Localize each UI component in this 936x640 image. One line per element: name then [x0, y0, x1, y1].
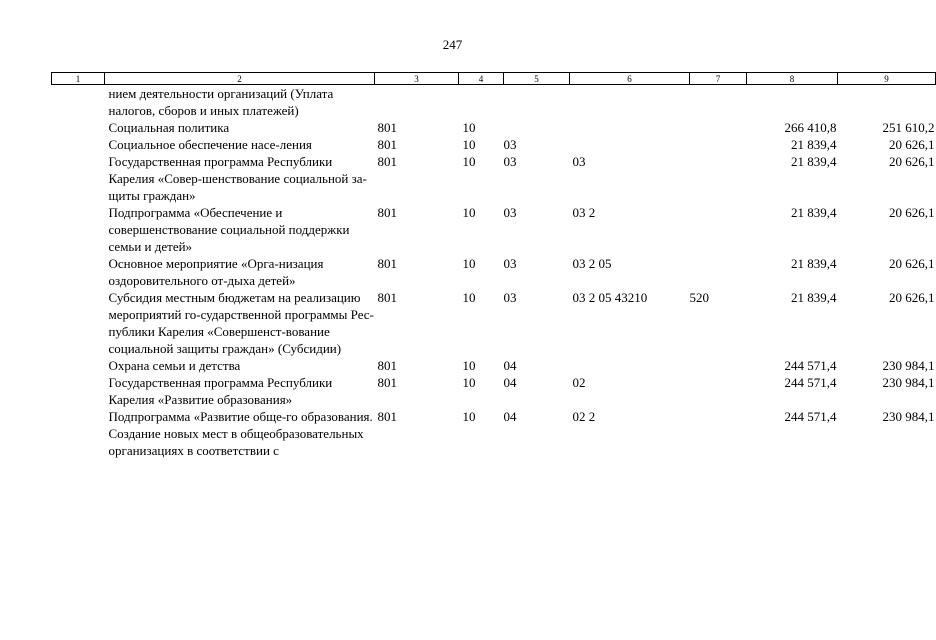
row-target-item: 02 2 [572, 409, 596, 424]
row-name: нием деятельности организаций (Уплата налогов, сборов и иных платежей) [108, 86, 334, 118]
row-section: 10 [462, 256, 476, 271]
row-expense-type [690, 357, 747, 374]
row-amount-year-1: 266 410,8 [784, 120, 837, 135]
row-amount-year-2: 20 626,1 [889, 137, 935, 152]
row-expense-type: 520 [689, 290, 709, 305]
row-name: Охрана семьи и детства [108, 358, 241, 373]
row-subsection: 03 [503, 290, 517, 305]
row-ministry-code: 801 [377, 256, 397, 271]
row-target-item: 03 2 05 [572, 256, 612, 271]
row-subsection: 03 [503, 154, 517, 169]
row-number-cell [52, 357, 105, 374]
row-name: Государственная программа Республики Карелия «Совер-шенствование социальной за-щиты граждан» [108, 154, 367, 203]
row-ministry-code: 801 [377, 205, 397, 220]
row-amount-year-1: 21 839,4 [791, 256, 837, 271]
row-amount-year-1 [747, 85, 838, 120]
row-target-item [570, 136, 690, 153]
row-amount-year-1: 21 839,4 [791, 154, 837, 169]
table-row [52, 255, 936, 289]
row-target-item [570, 357, 690, 374]
row-expense-type [690, 85, 747, 120]
table-row [52, 136, 936, 153]
row-amount-year-1: 244 571,4 [784, 358, 837, 373]
row-amount-year-1: 244 571,4 [784, 375, 837, 390]
row-expense-type [690, 153, 747, 204]
row-section: 10 [462, 375, 476, 390]
row-subsection: 04 [503, 409, 517, 424]
row-ministry-code: 801 [377, 375, 397, 390]
table-row [52, 153, 936, 204]
table-row [52, 204, 936, 255]
row-target-item: 03 2 05 43210 [572, 290, 648, 305]
row-amount-year-2 [838, 85, 936, 120]
row-ministry-code: 801 [377, 358, 397, 373]
row-ministry-code: 801 [377, 154, 397, 169]
column-header: 2 [105, 73, 375, 85]
column-header-row [52, 73, 936, 85]
row-target-item [570, 85, 690, 120]
row-ministry-code: 801 [377, 409, 397, 424]
row-expense-type [690, 136, 747, 153]
row-subsection: 03 [503, 137, 517, 152]
column-header: 7 [690, 73, 747, 85]
column-header: 3 [375, 73, 459, 85]
table-row [52, 357, 936, 374]
row-section: 10 [462, 205, 476, 220]
row-target-item [570, 119, 690, 136]
row-amount-year-2: 20 626,1 [889, 290, 935, 305]
row-section: 10 [462, 290, 476, 305]
row-subsection: 03 [503, 256, 517, 271]
row-target-item: 02 [572, 375, 586, 390]
row-number-cell [52, 85, 105, 120]
row-name: Подпрограмма «Развитие обще-го образования. Создание новых мест в общеобразовательных организациях в соответствии с [108, 409, 373, 458]
row-number-cell [52, 374, 105, 408]
row-expense-type [690, 255, 747, 289]
row-number-cell [52, 204, 105, 255]
row-ministry-code: 801 [377, 137, 397, 152]
row-amount-year-2: 230 984,1 [882, 409, 935, 424]
table-row [52, 85, 936, 120]
column-header: 9 [838, 73, 936, 85]
row-number-cell [52, 408, 105, 459]
row-number-cell [52, 153, 105, 204]
row-section: 10 [462, 154, 476, 169]
column-header: 5 [504, 73, 570, 85]
row-expense-type [690, 204, 747, 255]
column-header: 1 [52, 73, 105, 85]
row-section: 10 [462, 120, 476, 135]
column-header: 4 [459, 73, 504, 85]
row-subsection [504, 85, 570, 120]
row-expense-type [690, 408, 747, 459]
row-number-cell [52, 136, 105, 153]
row-amount-year-2: 230 984,1 [882, 375, 935, 390]
row-amount-year-2: 230 984,1 [882, 358, 935, 373]
table-row [52, 119, 936, 136]
row-target-item: 03 2 [572, 205, 596, 220]
row-expense-type [690, 119, 747, 136]
row-amount-year-1: 21 839,4 [791, 290, 837, 305]
column-header: 6 [570, 73, 690, 85]
row-number-cell [52, 289, 105, 357]
row-number-cell [52, 119, 105, 136]
row-number-cell [52, 255, 105, 289]
budget-table [51, 72, 936, 459]
row-expense-type [690, 374, 747, 408]
row-amount-year-1: 21 839,4 [791, 137, 837, 152]
row-section [459, 85, 504, 120]
row-target-item: 03 [572, 154, 586, 169]
column-header: 8 [747, 73, 838, 85]
row-amount-year-1: 244 571,4 [784, 409, 837, 424]
row-subsection: 04 [503, 375, 517, 390]
row-subsection: 04 [503, 358, 517, 373]
row-name: Социальная политика [108, 120, 230, 135]
row-section: 10 [462, 409, 476, 424]
table-row [52, 374, 936, 408]
row-ministry-code [375, 85, 459, 120]
table-body [52, 85, 936, 460]
row-subsection: 03 [503, 205, 517, 220]
row-name: Основное мероприятие «Орга-низация оздоровительного от-дыха детей» [108, 256, 324, 288]
row-amount-year-2: 20 626,1 [889, 154, 935, 169]
row-amount-year-2: 20 626,1 [889, 256, 935, 271]
table-row [52, 289, 936, 357]
row-name: Субсидия местным бюджетам на реализацию мероприятий го-сударственной программы Рес-публики Карелия «Совершенст-вование социальной защиты граждан» (Субсидии) [108, 290, 374, 356]
page-number: 247 [442, 37, 463, 52]
row-amount-year-2: 20 626,1 [889, 205, 935, 220]
row-name: Подпрограмма «Обеспечение и совершенствование социальной поддержки семьи и детей» [108, 205, 350, 254]
row-name: Социальное обеспечение насе-ления [108, 137, 312, 152]
row-ministry-code: 801 [377, 120, 397, 135]
row-name: Государственная программа Республики Карелия «Развитие образования» [108, 375, 333, 407]
row-ministry-code: 801 [377, 290, 397, 305]
row-subsection [504, 119, 570, 136]
table-row [52, 408, 936, 459]
row-section: 10 [462, 137, 476, 152]
row-amount-year-2: 251 610,2 [882, 120, 935, 135]
row-amount-year-1: 21 839,4 [791, 205, 837, 220]
row-section: 10 [462, 358, 476, 373]
